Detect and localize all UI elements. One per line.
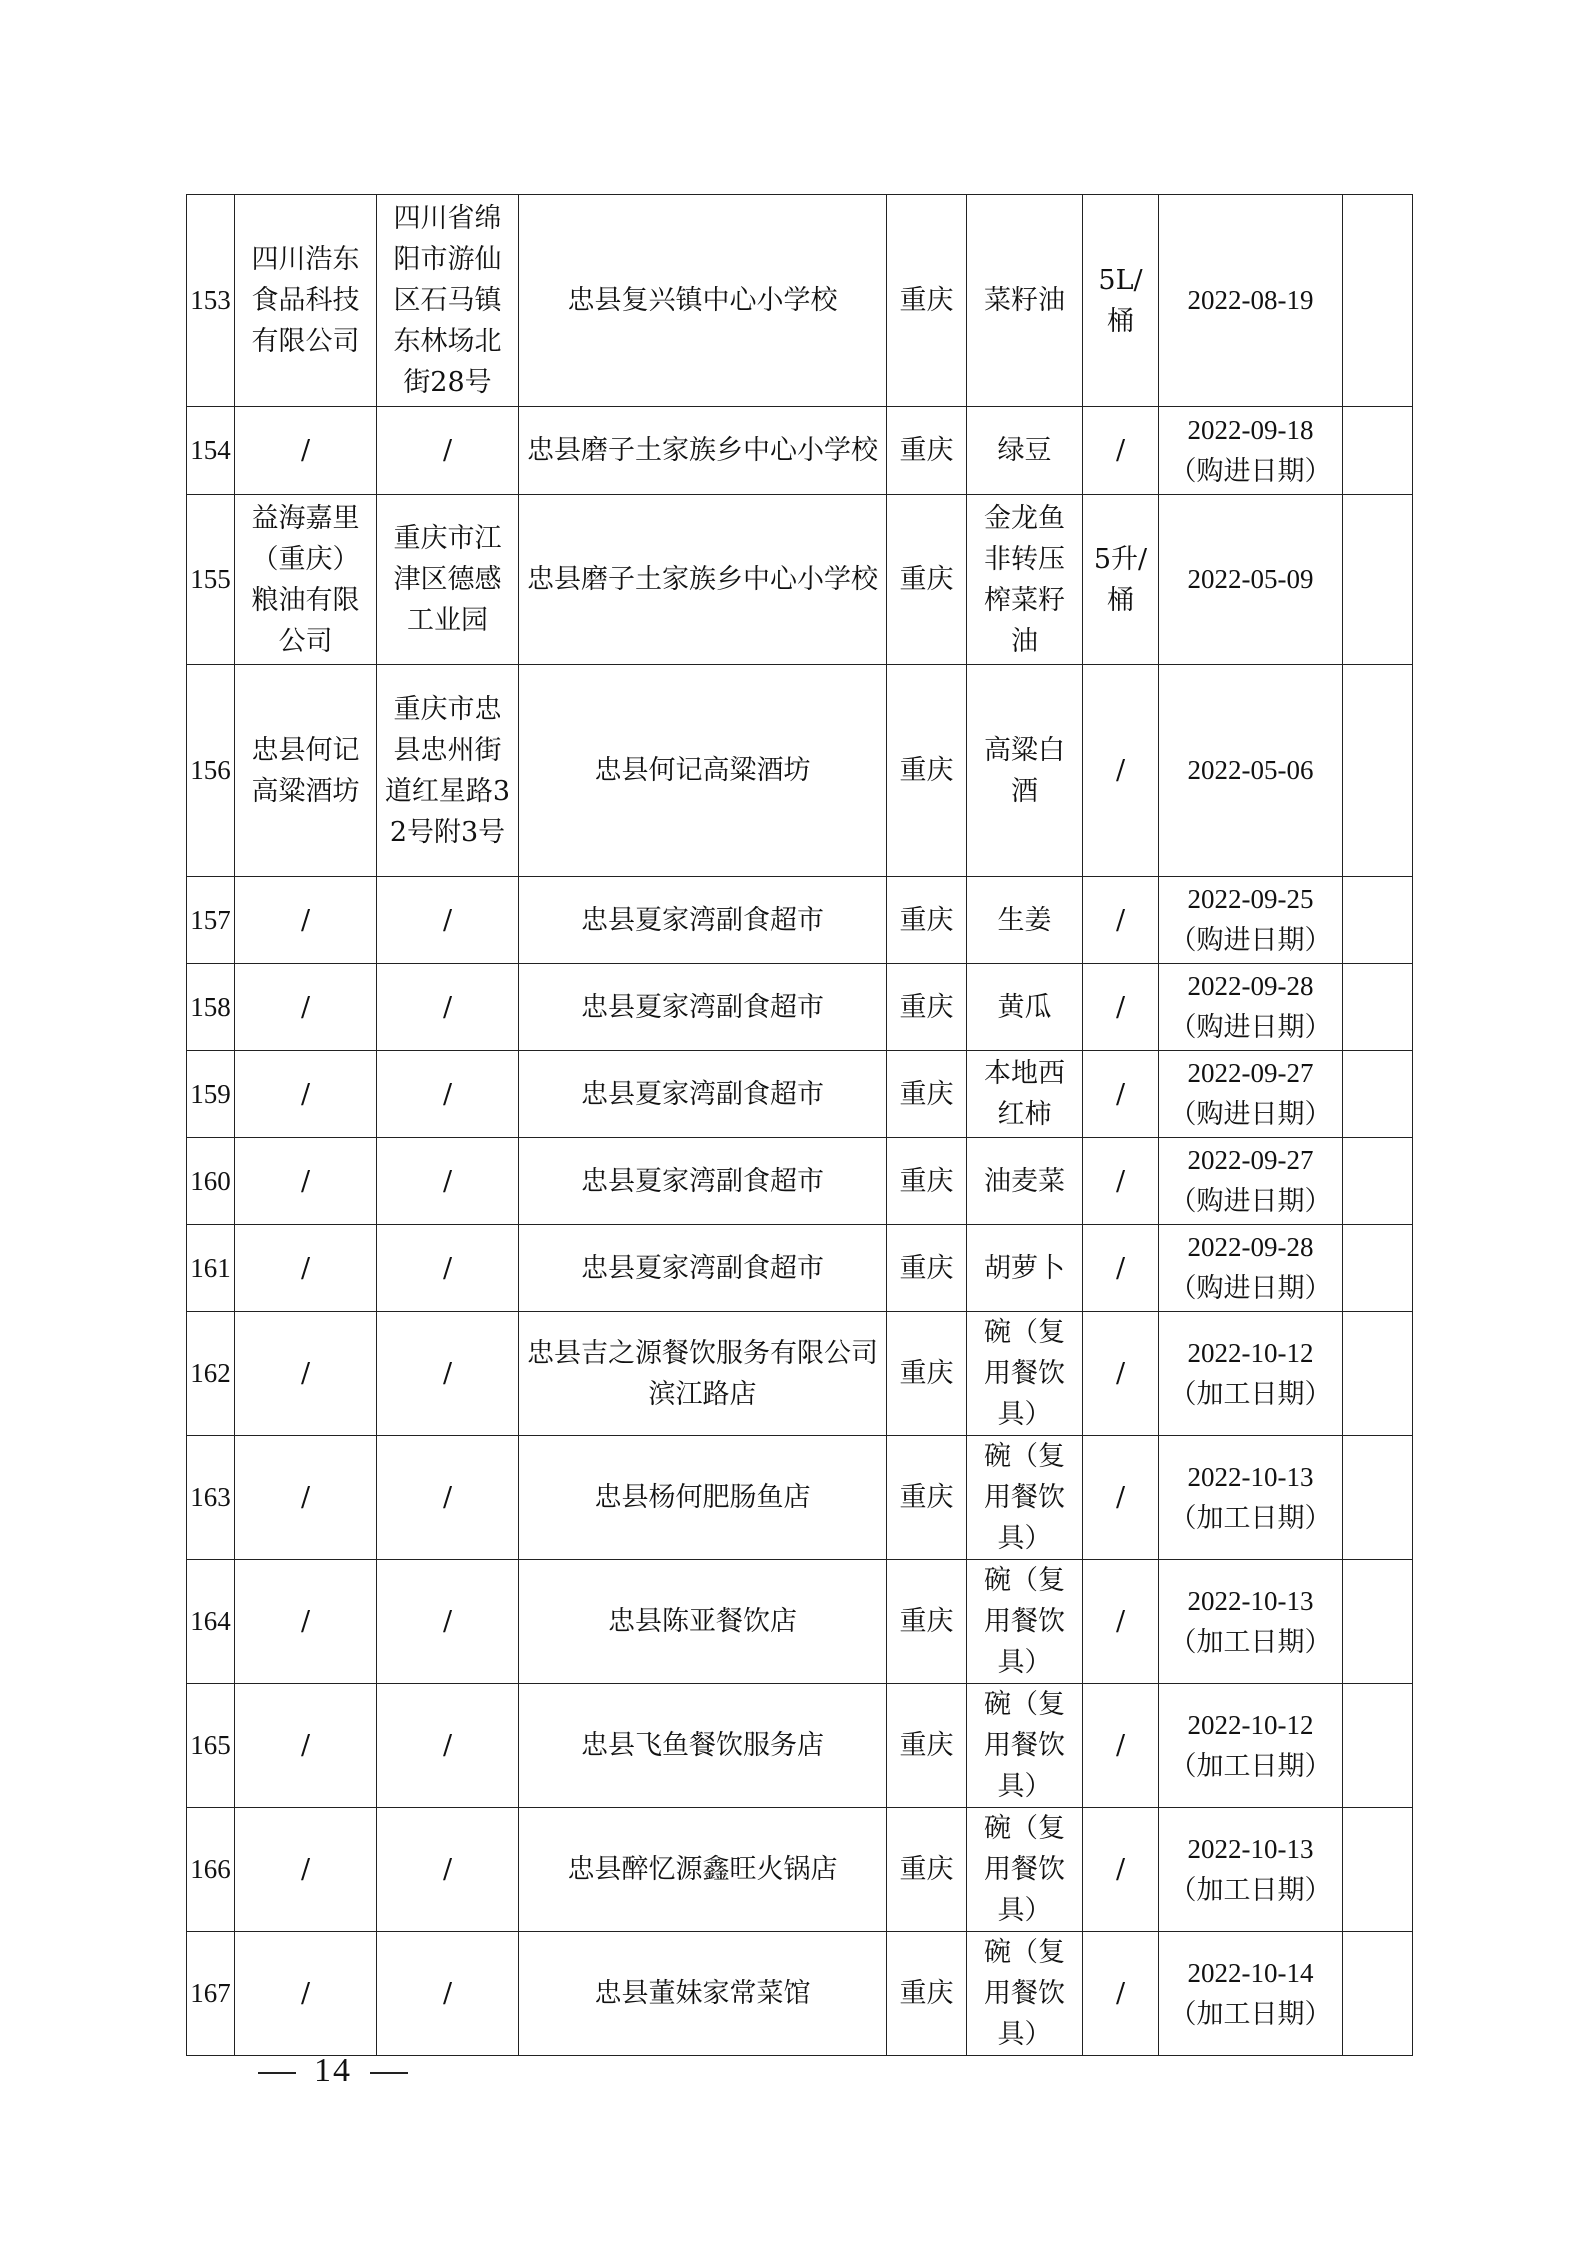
remark-cell [1343, 1808, 1413, 1932]
row-number: 154 [187, 407, 235, 495]
region: 重庆 [887, 495, 967, 665]
row-number: 161 [187, 1225, 235, 1312]
production-date [1159, 195, 1343, 407]
table-row [187, 1684, 1413, 1808]
date-note: （加工日期） [1169, 1874, 1332, 1905]
table-row [187, 195, 1413, 407]
table-row [187, 1560, 1413, 1684]
table-row [187, 407, 1413, 495]
production-date [1159, 877, 1343, 964]
remark-cell [1343, 407, 1413, 495]
date-value: 2022-10-13 [1187, 1833, 1314, 1864]
table-row [187, 1932, 1413, 2056]
producer-address: / [377, 1051, 519, 1138]
producer-address: / [377, 1312, 519, 1436]
producer-address: 重庆市江津区德感工业园 [377, 495, 519, 665]
sampled-unit: 忠县夏家湾副食超市 [519, 964, 887, 1051]
region: 重庆 [887, 665, 967, 877]
date-value: 2022-09-28 [1187, 971, 1314, 1001]
remark-cell [1343, 964, 1413, 1051]
date-value: 2022-09-18 [1187, 414, 1314, 445]
food-name: 黄瓜 [967, 964, 1083, 1051]
producer-name: / [235, 1225, 377, 1312]
sampled-unit: 忠县董妹家常菜馆 [519, 1932, 887, 2056]
food-name: 碗（复用餐饮具） [967, 1684, 1083, 1808]
region: 重庆 [887, 195, 967, 407]
sampled-unit: 忠县飞鱼餐饮服务店 [519, 1684, 887, 1808]
specification: / [1083, 1560, 1159, 1684]
table-row [187, 1138, 1413, 1225]
region: 重庆 [887, 1051, 967, 1138]
row-number: 166 [187, 1808, 235, 1932]
date-value: 2022-09-28 [1187, 1232, 1314, 1262]
date-note: （加工日期） [1169, 1378, 1332, 1409]
production-date [1159, 665, 1343, 877]
region: 重庆 [887, 407, 967, 495]
specification: / [1083, 1138, 1159, 1225]
food-name: 油麦菜 [967, 1138, 1083, 1225]
remark-cell [1343, 1138, 1413, 1225]
row-number: 155 [187, 495, 235, 665]
producer-name: / [235, 1560, 377, 1684]
specification: / [1083, 1684, 1159, 1808]
table-row [187, 1808, 1413, 1932]
row-number: 157 [187, 877, 235, 964]
food-name: 碗（复用餐饮具） [967, 1312, 1083, 1436]
producer-address: 四川省绵阳市游仙区石马镇东林场北街28号 [377, 195, 519, 407]
specification: / [1083, 1051, 1159, 1138]
specification: / [1083, 1312, 1159, 1436]
food-name: 本地西红柿 [967, 1051, 1083, 1138]
row-number: 167 [187, 1932, 235, 2056]
producer-address: / [377, 1560, 519, 1684]
row-number: 163 [187, 1436, 235, 1560]
region: 重庆 [887, 1138, 967, 1225]
food-name: 菜籽油 [967, 195, 1083, 407]
date-note: （加工日期） [1169, 1750, 1332, 1781]
table-row [187, 665, 1413, 877]
producer-name: / [235, 964, 377, 1051]
remark-cell [1343, 877, 1413, 964]
remark-cell [1343, 1312, 1413, 1436]
dash-left [258, 2072, 296, 2074]
food-name: 生姜 [967, 877, 1083, 964]
sampled-unit: 忠县夏家湾副食超市 [519, 877, 887, 964]
producer-address: 重庆市忠县忠州街道红星路32号附3号 [377, 665, 519, 877]
date-value: 2022-09-27 [1187, 1058, 1314, 1088]
production-date [1159, 1808, 1343, 1932]
specification: / [1083, 1225, 1159, 1312]
date-note: （加工日期） [1169, 1626, 1332, 1657]
producer-address: / [377, 407, 519, 495]
specification: / [1083, 1932, 1159, 2056]
sampled-unit: 忠县磨子土家族乡中心小学校 [519, 407, 887, 495]
date-note: （加工日期） [1169, 1502, 1332, 1533]
date-note: （购进日期） [1169, 1012, 1332, 1042]
region: 重庆 [887, 1436, 967, 1560]
table-row [187, 964, 1413, 1051]
specification: / [1083, 407, 1159, 495]
remark-cell [1343, 1560, 1413, 1684]
sampled-unit: 忠县夏家湾副食超市 [519, 1051, 887, 1138]
sampled-unit: 忠县磨子土家族乡中心小学校 [519, 495, 887, 665]
dash-right [370, 2072, 408, 2074]
production-date [1159, 1560, 1343, 1684]
producer-name: 忠县何记高粱酒坊 [235, 665, 377, 877]
production-date [1159, 1225, 1343, 1312]
producer-name: / [235, 1932, 377, 2056]
remark-cell [1343, 195, 1413, 407]
row-number: 162 [187, 1312, 235, 1436]
food-name: 碗（复用餐饮具） [967, 1560, 1083, 1684]
food-name: 绿豆 [967, 407, 1083, 495]
date-value: 2022-08-19 [1187, 285, 1314, 315]
sampled-unit: 忠县吉之源餐饮服务有限公司滨江路店 [519, 1312, 887, 1436]
food-name: 金龙鱼非转压榨菜籽油 [967, 495, 1083, 665]
table-row [187, 1436, 1413, 1560]
producer-name: / [235, 407, 377, 495]
date-value: 2022-09-27 [1187, 1145, 1314, 1175]
date-value: 2022-10-12 [1187, 1709, 1314, 1740]
table-body [187, 195, 1413, 2056]
table-row [187, 1051, 1413, 1138]
region: 重庆 [887, 1312, 967, 1436]
sampling-table [186, 194, 1413, 2056]
sampled-unit: 忠县复兴镇中心小学校 [519, 195, 887, 407]
specification: 5升/桶 [1083, 495, 1159, 665]
date-value: 2022-09-25 [1187, 884, 1314, 914]
sampled-unit: 忠县夏家湾副食超市 [519, 1138, 887, 1225]
table-row [187, 1225, 1413, 1312]
remark-cell [1343, 1225, 1413, 1312]
specification: 5L/桶 [1083, 195, 1159, 407]
food-name: 胡萝卜 [967, 1225, 1083, 1312]
producer-address: / [377, 1138, 519, 1225]
producer-name: 四川浩东食品科技有限公司 [235, 195, 377, 407]
row-number: 164 [187, 1560, 235, 1684]
remark-cell [1343, 1051, 1413, 1138]
row-number: 153 [187, 195, 235, 407]
food-name: 高粱白酒 [967, 665, 1083, 877]
table-row [187, 1312, 1413, 1436]
region: 重庆 [887, 1225, 967, 1312]
remark-cell [1343, 665, 1413, 877]
date-note: （购进日期） [1169, 1273, 1332, 1303]
date-value: 2022-05-09 [1187, 564, 1314, 594]
production-date [1159, 1932, 1343, 2056]
date-note: （购进日期） [1169, 1186, 1332, 1216]
sampled-unit: 忠县何记高粱酒坊 [519, 665, 887, 877]
producer-name: 益海嘉里（重庆）粮油有限公司 [235, 495, 377, 665]
producer-address: / [377, 1932, 519, 2056]
production-date [1159, 1684, 1343, 1808]
page-number-value: 14 [314, 2052, 352, 2089]
producer-name: / [235, 1138, 377, 1225]
sampled-unit: 忠县杨何肥肠鱼店 [519, 1436, 887, 1560]
production-date [1159, 407, 1343, 495]
row-number: 156 [187, 665, 235, 877]
date-value: 2022-10-14 [1187, 1957, 1314, 1988]
remark-cell [1343, 1684, 1413, 1808]
table-row [187, 495, 1413, 665]
page-number [240, 2052, 426, 2090]
sampled-unit: 忠县醉忆源鑫旺火锅店 [519, 1808, 887, 1932]
region: 重庆 [887, 964, 967, 1051]
production-date [1159, 1051, 1343, 1138]
row-number: 158 [187, 964, 235, 1051]
date-note: （购进日期） [1169, 1099, 1332, 1129]
region: 重庆 [887, 1932, 967, 2056]
production-date [1159, 495, 1343, 665]
production-date [1159, 1312, 1343, 1436]
sampled-unit: 忠县夏家湾副食超市 [519, 1225, 887, 1312]
date-note: （购进日期） [1169, 925, 1332, 955]
date-value: 2022-10-13 [1187, 1585, 1314, 1616]
producer-address: / [377, 1436, 519, 1560]
specification: / [1083, 1808, 1159, 1932]
producer-name: / [235, 1312, 377, 1436]
food-name: 碗（复用餐饮具） [967, 1932, 1083, 2056]
food-name: 碗（复用餐饮具） [967, 1436, 1083, 1560]
producer-address: / [377, 1808, 519, 1932]
remark-cell [1343, 1932, 1413, 2056]
food-name: 碗（复用餐饮具） [967, 1808, 1083, 1932]
specification: / [1083, 964, 1159, 1051]
region: 重庆 [887, 1808, 967, 1932]
producer-name: / [235, 1436, 377, 1560]
specification: / [1083, 665, 1159, 877]
production-date [1159, 1436, 1343, 1560]
row-number: 160 [187, 1138, 235, 1225]
date-note: （加工日期） [1169, 1998, 1332, 2029]
date-value: 2022-10-13 [1187, 1461, 1314, 1492]
producer-name: / [235, 877, 377, 964]
region: 重庆 [887, 877, 967, 964]
producer-name: / [235, 1684, 377, 1808]
producer-address: / [377, 1684, 519, 1808]
region: 重庆 [887, 1560, 967, 1684]
producer-address: / [377, 877, 519, 964]
remark-cell [1343, 1436, 1413, 1560]
row-number: 159 [187, 1051, 235, 1138]
date-value: 2022-10-12 [1187, 1337, 1314, 1368]
production-date [1159, 964, 1343, 1051]
sampled-unit: 忠县陈亚餐饮店 [519, 1560, 887, 1684]
producer-name: / [235, 1051, 377, 1138]
producer-address: / [377, 964, 519, 1051]
row-number: 165 [187, 1684, 235, 1808]
producer-address: / [377, 1225, 519, 1312]
date-note: （购进日期） [1169, 455, 1332, 486]
remark-cell [1343, 495, 1413, 665]
region: 重庆 [887, 1684, 967, 1808]
specification: / [1083, 1436, 1159, 1560]
producer-name: / [235, 1808, 377, 1932]
specification: / [1083, 877, 1159, 964]
production-date [1159, 1138, 1343, 1225]
table-row [187, 877, 1413, 964]
date-value: 2022-05-06 [1187, 755, 1314, 785]
